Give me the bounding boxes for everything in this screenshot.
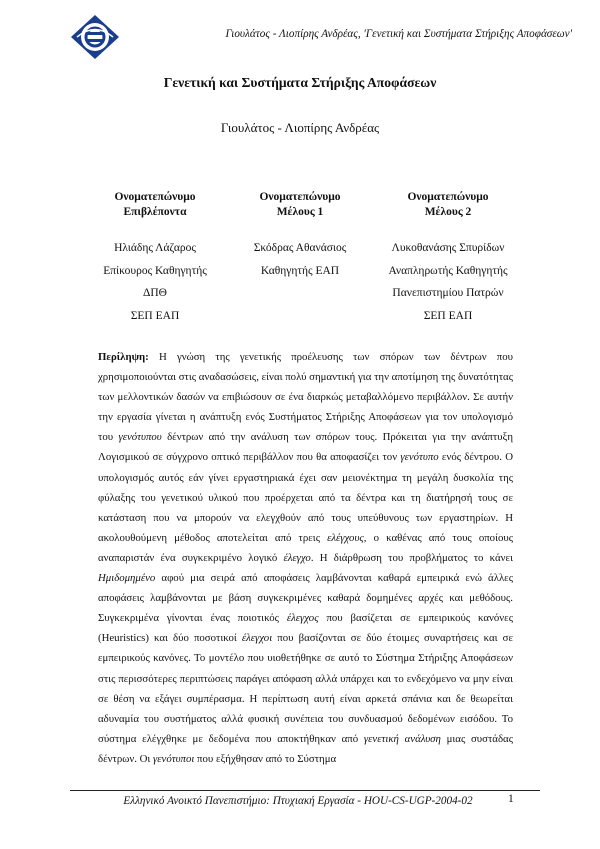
committee-heading-line: Ονοματεπώνυμο (259, 191, 341, 203)
committee-heading-line: Μέλους 1 (276, 206, 324, 218)
abstract-text: δέντρων από την ανάλυση των σπόρων τους. Πρόκειται για την ανάπτυξη Λογισμικού σε σύγχρονο οπτικό περιβάλλον που θα αποφασίζει τον (98, 431, 513, 464)
committee-member-1 (225, 190, 375, 282)
committee-heading-line: Ονοματεπώνυμο (407, 191, 489, 203)
abstract-emphasis: γενετική ανάλυση (363, 732, 441, 745)
committee-line: ΣΕΠ ΕΑΠ (130, 309, 180, 322)
abstract-emphasis: γενότυπου (118, 431, 162, 444)
page-number: 1 (508, 793, 514, 805)
committee-line: Σκόδρας Αθανάσιος (253, 242, 347, 254)
abstract-text: Η γνώση της γενετικής προέλευσης των σπόρων των δέντρων που χρησιμοποιούνται στις αναδασώσεις, είναι πολύ σημαντική για την αποτίμηση της δυνατότητας των μελλοντικών δασών να επιβιώσουν σε ένα διαρκώς μεταβαλλόμενο περιβάλλον. Σε αυτήν την εργασία γίνεται η ανάπτυξη ενός Συστήματος Στήριξης Αποφάσεων για τον υπολογισμό του (98, 351, 513, 444)
abstract-label: Περίληψη: (98, 351, 149, 363)
committee-line: Ηλιάδης Λάζαρος (114, 242, 196, 254)
abstract-text: που βασίζεται σε εμπειρικούς κανόνες (Heuristics) και δύο ποσοτικοί (98, 612, 513, 645)
abstract-emphasis: έλεγχο (283, 551, 311, 564)
abstract-emphasis: γενότυποι (153, 752, 195, 765)
committee-line: Επίκουρος Καθηγητής (103, 264, 207, 277)
university-logo-icon (70, 14, 120, 60)
committee-supervisor (80, 190, 230, 327)
committee-heading-line: Μέλους 2 (424, 206, 472, 218)
committee-line: ΣΕΠ ΕΑΠ (423, 309, 473, 322)
committee-heading (373, 190, 523, 220)
committee-member-2 (373, 190, 523, 327)
abstract-text: που εξήχθησαν από το Σύστημα (194, 752, 337, 765)
committee-line: Καθηγητής ΕΑΠ (260, 264, 340, 277)
running-header: Γιουλάτος - Λιοπίρης Ανδρέας, 'Γενετική και Συστήματα Στήριξης Αποφάσεων' (225, 28, 572, 40)
committee-heading-line: Επιβλέποντα (123, 206, 187, 218)
abstract-emphasis: έλεγχοι (241, 632, 273, 645)
abstract-text: , ο καθένας από τους οποίους αναπαριστάν ένα συγκεκριμένο λογικό (98, 531, 513, 564)
abstract-text: μιας συστάδας δέντρων. Οι (98, 732, 513, 765)
committee-line: Λυκοθανάσης Σπυρίδων (391, 242, 505, 254)
abstract-emphasis: γενότυπο (400, 451, 439, 464)
abstract-emphasis: έλεγχος (286, 612, 319, 625)
committee-line: ΔΠΘ (142, 287, 167, 299)
abstract-text: που βασίζονται σε δύο έτοιμες συναρτήσεις και σε εμπειρικούς κανόνες. Το μοντέλο που υιοθετήθηκε σε αυτό το Σύστημα Στήριξης Αποφάσεων στις περισσότερες περιπτώσεις παράγει απόφαση αλλά υπάρχει και το ενδεχόμενο να μην είναι σε θέση να εξάγει συμπέρασμα. Η περίπτωση αυτή είναι αρκετά σπάνια και δε θεωρείται αδυναμία του συστήματος αλλά φυσική συνέπεια του συνδυασμού δεδομένων εισόδου. Το σύστημα ελέγχθηκε με δεδομένα που αποκτήθηκαν από (98, 632, 513, 745)
document-author: Γιουλάτος - Λιοπίρης Ανδρέας (220, 120, 380, 135)
footer-text: Ελληνικό Ανοικτό Πανεπιστήμιο: Πτυχιακή Εργασία - HOU-CS-UGP-2004-02 (123, 795, 473, 807)
footer-divider (70, 790, 540, 791)
abstract-emphasis: Ημιδομημένο (98, 572, 156, 585)
abstract-emphasis: ελέγχους (327, 531, 364, 544)
abstract-text: αφού μια σειρά από αποφάσεις λαμβάνονται καθαρά εμπειρικά ενώ άλλες αποφάσεις λαμβάνονται με βάση συγκεκριμένες καθαρά δομημένες αρχές και μεθόδους. Συγκεκριμένα γίνονται ένας ποιοτικός (98, 572, 513, 625)
committee-line: Πανεπιστημίου Πατρών (392, 287, 504, 299)
abstract-text: . Η διάρθρωση του προβλήματος το κάνει (310, 551, 513, 564)
committee-heading (225, 190, 375, 220)
committee-line: Αναπληρωτής Καθηγητής (388, 264, 508, 277)
abstract-paragraph (98, 347, 513, 769)
committee-heading (80, 190, 230, 220)
document-title: Γενετική και Συστήματα Στήριξης Αποφάσεων (163, 75, 437, 90)
abstract-text: ενός δέντρου. Ο υπολογισμός αυτός εάν γίνει εργαστηριακά έχει σαν μειονέκτημα τη μεγάλη δυσκολία της φύλαξης του γενετικού υλικού που προέρχεται από τα δέντρα και τη διατήρησή τους σε κατάσταση που να μπορούν να ελεγχθούν από τους υπεύθυνους των εργαστηρίων. Η ακολουθούμενη μέθοδος αποτελείται από τρεις (98, 451, 513, 544)
committee-heading-line: Ονοματεπώνυμο (114, 191, 196, 203)
